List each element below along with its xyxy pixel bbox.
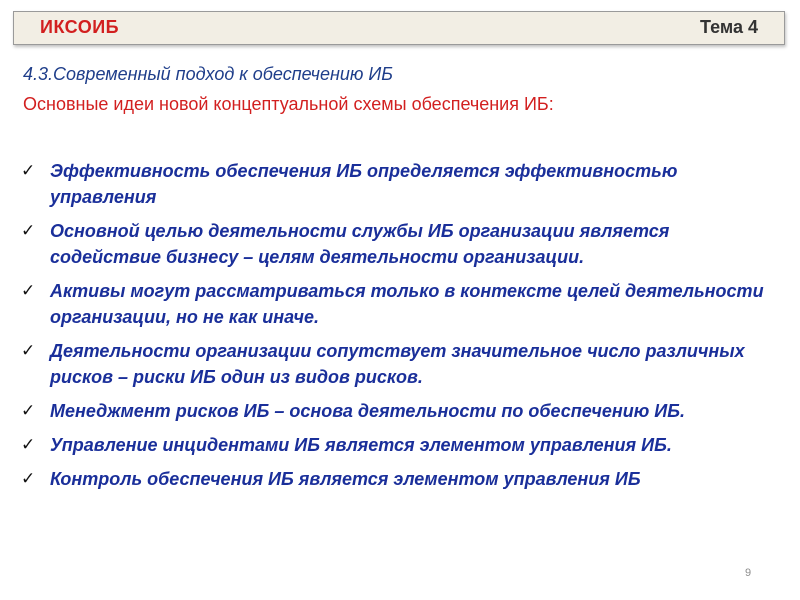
list-item — [18, 338, 783, 390]
topic-label: Тема 4 — [700, 17, 758, 37]
checkmark-icon: ✓ — [21, 401, 36, 421]
list-item — [18, 218, 783, 270]
page-number: 9 — [745, 567, 752, 579]
list-item — [18, 466, 783, 492]
list-item-text: Деятельности организации сопутствует значительное число различных рисков – риски ИБ один из видов рисков. — [50, 341, 745, 387]
list-item-text: Эффективность обеспечения ИБ определяется эффективностью управления — [50, 161, 678, 207]
checkmark-icon: ✓ — [21, 281, 36, 301]
header-bar — [13, 11, 785, 45]
list-item — [18, 398, 783, 424]
list-item — [18, 158, 783, 210]
list-item-text: Основной целью деятельности службы ИБ организации является содействие бизнесу – целям деятельности организации. — [50, 221, 670, 267]
list-item-text: Менеджмент рисков ИБ – основа деятельности по обеспечению ИБ. — [50, 401, 685, 421]
list-item — [18, 432, 783, 458]
list-item-text: Управление инцидентами ИБ является элементом управления ИБ. — [50, 435, 672, 455]
checkmark-icon: ✓ — [21, 469, 36, 489]
checkmark-icon: ✓ — [21, 221, 36, 241]
section-subtitle: Основные идеи новой концептуальной схемы обеспечения ИБ: — [23, 94, 554, 114]
list-item-text: Активы могут рассматриваться только в контексте целей деятельности организации, но не как иначе. — [50, 281, 764, 327]
section-title: 4.3.Современный подход к обеспечению ИБ — [23, 64, 394, 84]
list-item-text: Контроль обеспечения ИБ является элементом управления ИБ — [50, 469, 641, 489]
checkmark-icon: ✓ — [21, 161, 36, 181]
list-item — [18, 278, 783, 330]
brand-title: ИКСОИБ — [40, 17, 120, 37]
checkmark-icon: ✓ — [21, 435, 36, 455]
key-ideas-list — [18, 158, 783, 500]
checkmark-icon: ✓ — [21, 341, 36, 361]
